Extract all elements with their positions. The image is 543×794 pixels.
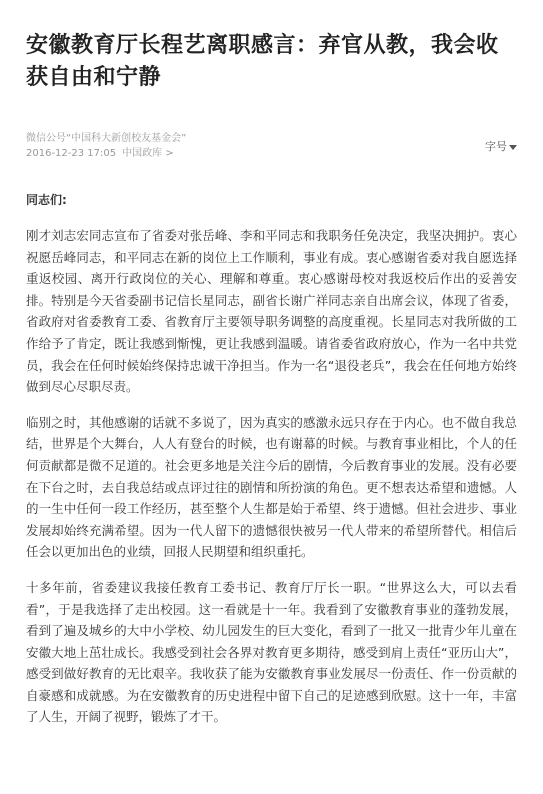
article-paragraph: 刚才刘志宏同志宣布了省委对张岳峰、李和平同志和我职务任免决定，我坚决拥护。衷心祝愿岳峰同志，和平同志在新的岗位上工作顺利，事业有成。衷心感谢省委对我自愿选择重返校园、离开行政岗位的关心、理解和尊重。衷心感谢母校对我返校后作出的妥善安排。特别是今天省委副书记信长星同志，副省长谢广祥同志亲自出席会议，体现了省委，省政府对省委教育工委、省教育厅主要领导职务调整的高度重视。长星同志对我所做的工作给予了肯定，既让我感到惭愧，更让我感到温暖。请省委省政府放心，作为一名中共党员，我会在任何时候始终保持忠诚干净担当。作为一名“退役老兵”，我会在任何地方始终做到尽心尽职尽责。 [26, 228, 517, 395]
article-date: 2016-12-23 17:05 [26, 148, 117, 159]
article-paragraph: 临别之时，其他感谢的话就不多说了，因为真实的感激永远只存在于内心。也不做自我总结，世界是个大舞台，人人有登台的时候，也有谢幕的时候。与教育事业相比，个人的任何贡献都是微不足道的。社会更多地是关注今后的剧情，今后教育事业的发展。没有必要在下台之时，去自我总结或点评过往的剧情和所扮演的角色。更不想表达希望和遗憾。人的一生中任何一段工作经历，甚至整个人生都是始于希望、终于遗憾。但社会进步、事业发展却始终充满希望。因为一代人留下的遗憾很快被另一代人带来的希望所替代。相信后任会以更加出色的业绩，回报人民期望和组织重托。 [26, 414, 517, 560]
font-size-label: 字号 [485, 140, 507, 153]
article-date-line [26, 146, 517, 161]
article-source: 微信公号“中国科大新创校友基金会” [26, 133, 187, 144]
font-size-button[interactable] [485, 140, 517, 154]
article-meta [26, 131, 517, 167]
caret-down-icon [509, 145, 517, 150]
article-paragraph: 十多年前，省委建议我接任教育工委书记、教育厅厅长一职。“世界这么大，可以去看看”，于是我选择了走出校园。这一看就是十一年。我看到了安徽教育事业的蓬勃发展，看到了遍及城乡的大中小学校、幼儿园发生的巨大变化，看到了一批又一批青少年儿童在安徽大地上茁壮成长。我感受到社会各界对教育更多期待，感受到肩上责任“亚历山大”，感受到做好教育的无比艰辛。我收获了能为安徽教育事业发展尽一份责任、作一份贡献的自豪感和成就感。为在安徽教育的历史进程中留下自己的足迹感到欣慰。这十一年，丰富了人生，开阔了视野，锻炼了才干。 [26, 579, 517, 725]
article-title: 安徽教育厅长程艺离职感言：弃官从教，我会收获自由和宁静 [26, 33, 499, 90]
article-greeting: 同志们: [26, 193, 67, 207]
channel-link[interactable]: 中国政库 > [122, 148, 174, 159]
